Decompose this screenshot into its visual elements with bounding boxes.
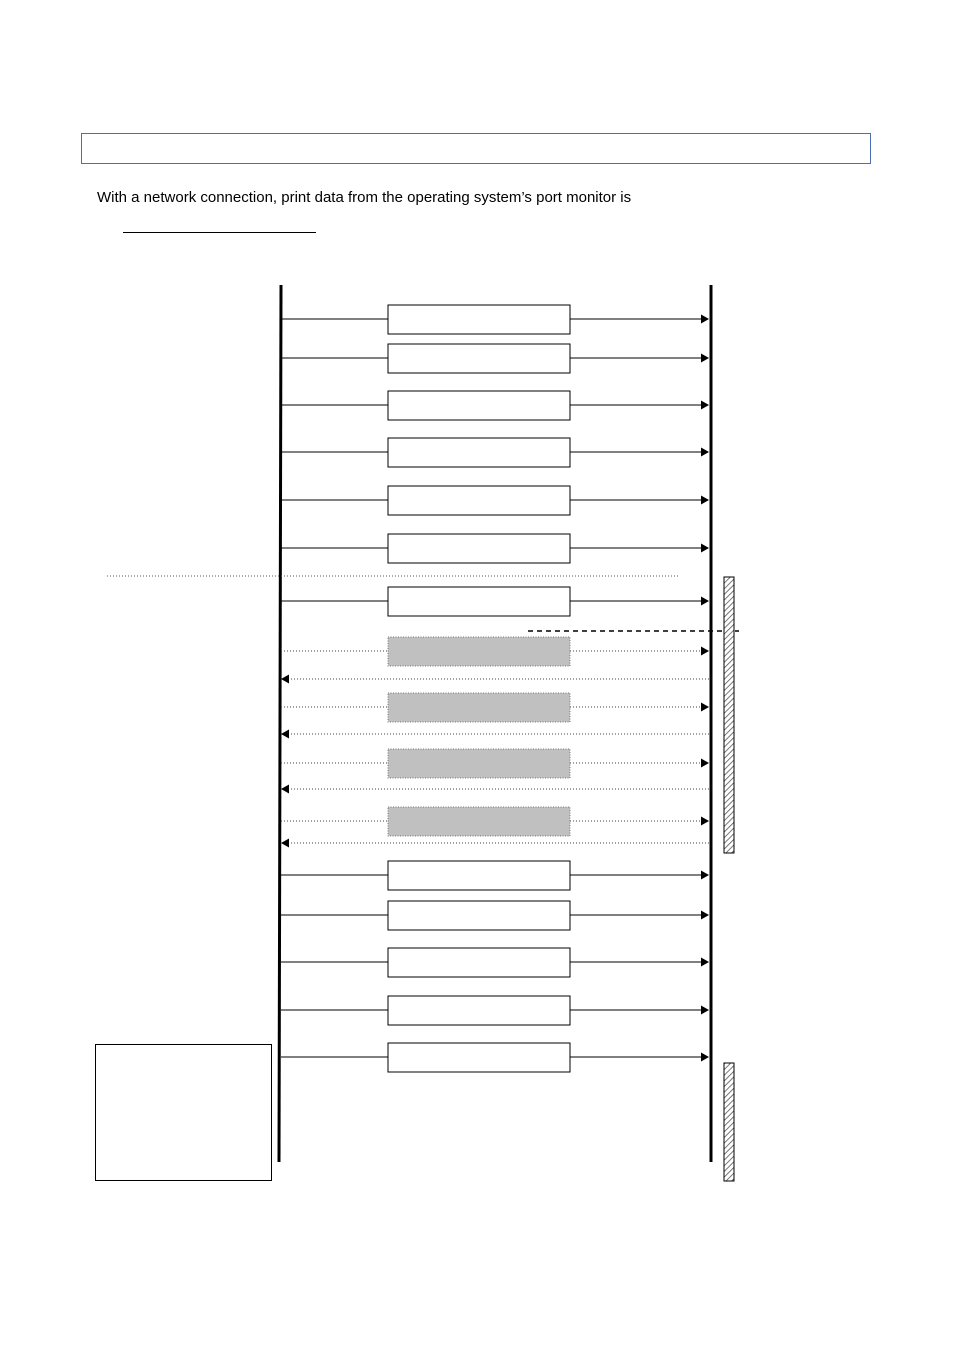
status-request-box <box>388 637 570 666</box>
command-box <box>388 534 570 563</box>
status-request-box <box>388 807 570 836</box>
arrow-head-right <box>701 354 709 363</box>
command-box <box>388 305 570 334</box>
command-box <box>388 948 570 977</box>
command-box <box>388 901 570 930</box>
arrow-head-right <box>701 911 709 920</box>
arrow-head-right <box>701 958 709 967</box>
arrow-head-right <box>701 703 709 712</box>
host-lifeline <box>279 285 281 1162</box>
activation-bar-end <box>724 1063 734 1181</box>
command-box <box>388 996 570 1025</box>
command-box <box>388 861 570 890</box>
arrow-head-right <box>701 647 709 656</box>
arrow-head-left <box>281 730 289 739</box>
message-group <box>281 305 709 1072</box>
command-box <box>388 391 570 420</box>
arrow-head-left <box>281 675 289 684</box>
command-box <box>388 486 570 515</box>
intro-paragraph: With a network connection, print data from the operating system’s port monitor is <box>97 189 632 206</box>
command-box <box>388 344 570 373</box>
status-request-box <box>388 693 570 722</box>
arrow-head-right <box>701 496 709 505</box>
arrow-head-left <box>281 785 289 794</box>
command-box <box>388 587 570 616</box>
activation-bar-status <box>724 577 734 853</box>
arrow-head-right <box>701 817 709 826</box>
arrow-head-right <box>701 1053 709 1062</box>
command-box <box>388 1043 570 1072</box>
command-box <box>388 438 570 467</box>
status-request-box <box>388 749 570 778</box>
arrow-head-left <box>281 839 289 848</box>
arrow-head-right <box>701 448 709 457</box>
note-box <box>95 1044 272 1181</box>
arrow-head-right <box>701 401 709 410</box>
arrow-head-right <box>701 1006 709 1015</box>
arrow-head-right <box>701 597 709 606</box>
arrow-head-right <box>701 759 709 768</box>
arrow-head-right <box>701 544 709 553</box>
arrow-head-right <box>701 315 709 324</box>
arrow-head-right <box>701 871 709 880</box>
